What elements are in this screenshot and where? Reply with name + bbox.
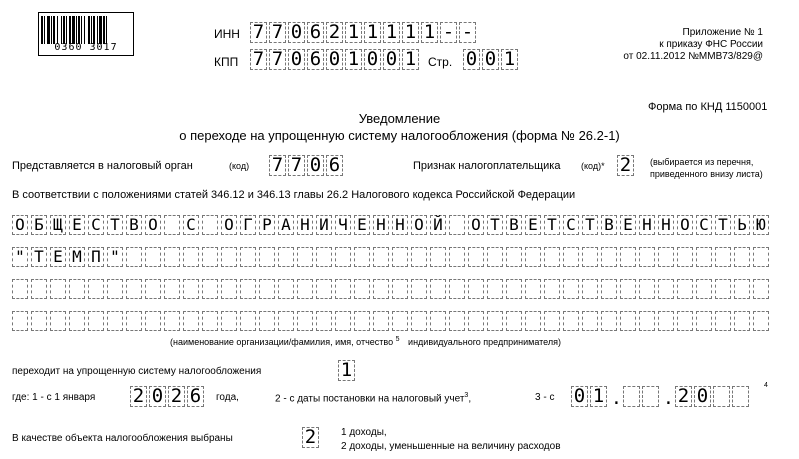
char-cell[interactable]: 1: [402, 49, 419, 70]
char-cell[interactable]: [563, 247, 579, 267]
barcode-bar: [51, 16, 52, 44]
char-cell[interactable]: [468, 247, 484, 267]
tax-authority-label: Представляется в налоговый орган: [12, 160, 193, 172]
char-cell[interactable]: П: [88, 247, 104, 267]
char-cell[interactable]: 7: [269, 49, 286, 70]
barcode-bar: [78, 16, 80, 44]
char-cell[interactable]: [164, 279, 180, 299]
year-suffix-field[interactable]: [713, 386, 751, 407]
char-cell[interactable]: [449, 311, 465, 331]
char-cell[interactable]: Н: [639, 215, 655, 235]
barcode-bar: [103, 16, 105, 44]
char-cell[interactable]: [145, 311, 161, 331]
char-cell[interactable]: О: [677, 215, 693, 235]
char-cell[interactable]: 1: [421, 22, 438, 43]
char-cell[interactable]: [259, 247, 275, 267]
char-cell[interactable]: [601, 279, 617, 299]
char-cell[interactable]: [639, 247, 655, 267]
char-cell[interactable]: [713, 386, 730, 407]
char-cell[interactable]: [525, 311, 541, 331]
char-cell[interactable]: О: [468, 215, 484, 235]
appendix-line1: Приложение № 1: [682, 27, 763, 38]
char-cell[interactable]: [563, 311, 579, 331]
barcode-bar: [66, 16, 67, 44]
char-cell[interactable]: [335, 279, 351, 299]
char-cell[interactable]: Е: [69, 215, 85, 235]
kpp-label: КПП: [214, 55, 239, 69]
barcode-bar: [99, 16, 102, 44]
char-cell[interactable]: ": [107, 247, 123, 267]
char-cell[interactable]: [411, 311, 427, 331]
char-cell[interactable]: [677, 279, 693, 299]
char-cell[interactable]: [278, 279, 294, 299]
char-cell[interactable]: [354, 247, 370, 267]
char-cell[interactable]: [525, 247, 541, 267]
taxpayer-sign-field[interactable]: [617, 155, 636, 176]
char-cell[interactable]: Б: [31, 215, 47, 235]
char-cell[interactable]: [373, 311, 389, 331]
char-cell[interactable]: [373, 247, 389, 267]
object-field[interactable]: [302, 427, 321, 448]
char-cell[interactable]: 1: [364, 22, 381, 43]
object-option2: 2 доходы, уменьшенные на величину расходов: [341, 441, 561, 452]
char-cell[interactable]: [12, 311, 28, 331]
char-cell[interactable]: Ч: [335, 215, 351, 235]
char-cell[interactable]: 1: [345, 22, 362, 43]
char-cell[interactable]: 0: [463, 49, 480, 70]
org-name-caption-text: (наименование организации/фамилия, имя, отчество: [170, 337, 394, 347]
char-cell[interactable]: [734, 247, 750, 267]
char-cell[interactable]: 6: [307, 49, 324, 70]
barcode-bar: [63, 16, 65, 44]
char-cell[interactable]: В: [126, 215, 142, 235]
inn-label: ИНН: [214, 27, 240, 41]
char-cell[interactable]: [221, 247, 237, 267]
char-cell[interactable]: С: [563, 215, 579, 235]
char-cell[interactable]: [715, 311, 731, 331]
char-cell[interactable]: [202, 279, 218, 299]
inn-field[interactable]: [250, 22, 478, 43]
barcode-bar: [81, 16, 82, 44]
barcode-bar: [69, 16, 71, 44]
barcode-bar: [84, 16, 85, 44]
object-option1: 1 доходы,: [341, 427, 387, 438]
legal-basis: В соответствии с положениями статей 346.12 и 346.13 главы 26.2 Налогового кодекса Российской Федерации: [12, 189, 576, 201]
char-cell[interactable]: О: [411, 215, 427, 235]
object-options: [341, 426, 561, 454]
char-cell[interactable]: [544, 247, 560, 267]
char-cell[interactable]: [582, 311, 598, 331]
org-name-row-3[interactable]: [12, 279, 772, 299]
char-cell[interactable]: [449, 215, 465, 235]
char-cell[interactable]: [183, 311, 199, 331]
char-cell[interactable]: 0: [288, 49, 305, 70]
char-cell[interactable]: [753, 311, 769, 331]
taxpayer-sign-code-label: (код)*: [581, 161, 605, 171]
when-option2-end: ,: [468, 393, 472, 405]
char-cell[interactable]: 1: [338, 360, 355, 381]
char-cell[interactable]: [487, 279, 503, 299]
char-cell[interactable]: [715, 279, 731, 299]
char-cell[interactable]: 7: [288, 155, 305, 176]
char-cell[interactable]: Е: [50, 247, 66, 267]
char-cell[interactable]: [430, 247, 446, 267]
char-cell[interactable]: Щ: [50, 215, 66, 235]
char-cell[interactable]: [715, 247, 731, 267]
char-cell[interactable]: [468, 279, 484, 299]
char-cell[interactable]: [107, 311, 123, 331]
char-cell[interactable]: -: [459, 22, 476, 43]
appendix-line2: к приказу ФНС России: [659, 39, 763, 50]
char-cell[interactable]: 0: [571, 386, 588, 407]
char-cell[interactable]: [31, 279, 47, 299]
char-cell[interactable]: [658, 247, 674, 267]
char-cell[interactable]: [623, 386, 640, 407]
char-cell[interactable]: [525, 279, 541, 299]
char-cell[interactable]: [297, 247, 313, 267]
char-cell[interactable]: 1: [590, 386, 607, 407]
appendix-line3: от 02.11.2012 №ММВ73/829@: [623, 51, 763, 62]
when-option2-label: [275, 392, 471, 404]
char-cell[interactable]: [620, 247, 636, 267]
char-cell[interactable]: [487, 311, 503, 331]
org-name-caption-sup: 5: [395, 336, 400, 343]
char-cell[interactable]: [259, 279, 275, 299]
barcode-bar: [88, 16, 90, 44]
day-field[interactable]: [571, 386, 609, 407]
char-cell[interactable]: 6: [326, 155, 343, 176]
char-cell[interactable]: [696, 279, 712, 299]
char-cell[interactable]: [202, 247, 218, 267]
when-option2-sup: 3: [464, 392, 469, 399]
barcode-bar: [44, 16, 45, 44]
tax-authority-code-label: (код): [229, 161, 250, 171]
form-code: Форма по КНД 1150001: [648, 101, 768, 113]
char-cell[interactable]: [468, 311, 484, 331]
char-cell[interactable]: И: [316, 215, 332, 235]
char-cell[interactable]: [354, 311, 370, 331]
char-cell[interactable]: 6: [307, 22, 324, 43]
char-cell[interactable]: 7: [250, 22, 267, 43]
char-cell[interactable]: Н: [373, 215, 389, 235]
char-cell[interactable]: [506, 311, 522, 331]
char-cell[interactable]: ": [12, 247, 28, 267]
char-cell[interactable]: [392, 247, 408, 267]
char-cell[interactable]: [335, 311, 351, 331]
org-name-row-2[interactable]: [12, 247, 772, 267]
char-cell[interactable]: М: [69, 247, 85, 267]
char-cell[interactable]: [164, 311, 180, 331]
char-cell[interactable]: [50, 279, 66, 299]
char-cell[interactable]: [240, 279, 256, 299]
char-cell[interactable]: [430, 311, 446, 331]
title-line2: о переходе на упрощенную систему налогообложения (форма № 26.2-1): [179, 128, 620, 143]
page-number-field[interactable]: [463, 49, 520, 70]
char-cell[interactable]: 2: [168, 386, 185, 407]
char-cell[interactable]: [126, 247, 142, 267]
char-cell[interactable]: [373, 279, 389, 299]
char-cell[interactable]: Н: [658, 215, 674, 235]
char-cell[interactable]: [753, 247, 769, 267]
char-cell[interactable]: [12, 279, 28, 299]
char-cell[interactable]: О: [221, 215, 237, 235]
char-cell[interactable]: Е: [354, 215, 370, 235]
when-sup4: 4: [764, 382, 768, 389]
char-cell[interactable]: Т: [582, 215, 598, 235]
char-cell[interactable]: [107, 279, 123, 299]
char-cell[interactable]: [601, 311, 617, 331]
char-cell[interactable]: [430, 279, 446, 299]
char-cell[interactable]: А: [278, 215, 294, 235]
char-cell[interactable]: 0: [288, 22, 305, 43]
org-name-caption: [170, 336, 561, 347]
char-cell[interactable]: [449, 247, 465, 267]
char-cell[interactable]: [183, 279, 199, 299]
date-separator-1: .: [611, 388, 622, 409]
char-cell[interactable]: Т: [544, 215, 560, 235]
char-cell[interactable]: [639, 279, 655, 299]
char-cell[interactable]: 0: [364, 49, 381, 70]
char-cell[interactable]: [297, 311, 313, 331]
char-cell[interactable]: [411, 247, 427, 267]
char-cell[interactable]: [392, 311, 408, 331]
taxpayer-sign-note: [650, 156, 763, 180]
char-cell[interactable]: [278, 247, 294, 267]
char-cell[interactable]: [544, 311, 560, 331]
char-cell[interactable]: 1: [501, 49, 518, 70]
char-cell[interactable]: [354, 279, 370, 299]
char-cell[interactable]: 0: [149, 386, 166, 407]
char-cell[interactable]: [392, 279, 408, 299]
char-cell[interactable]: 7: [269, 155, 286, 176]
barcode-bar: [106, 16, 107, 44]
taxpayer-sign-note-line2: приведенного внизу листа): [650, 169, 763, 179]
char-cell[interactable]: [88, 311, 104, 331]
year-prefix-field[interactable]: [675, 386, 713, 407]
char-cell[interactable]: Е: [620, 215, 636, 235]
char-cell[interactable]: С: [183, 215, 199, 235]
char-cell[interactable]: [449, 279, 465, 299]
char-cell[interactable]: [202, 311, 218, 331]
char-cell[interactable]: Н: [297, 215, 313, 235]
org-name-row-4[interactable]: [12, 311, 772, 331]
char-cell[interactable]: 2: [326, 22, 343, 43]
title-line1: Уведомление: [358, 111, 441, 126]
char-cell[interactable]: [278, 311, 294, 331]
char-cell[interactable]: О: [12, 215, 28, 235]
barcode-bar: [72, 16, 75, 44]
char-cell[interactable]: 7: [250, 49, 267, 70]
year-field[interactable]: [130, 386, 206, 407]
char-cell[interactable]: [240, 247, 256, 267]
char-cell[interactable]: 2: [675, 386, 692, 407]
char-cell[interactable]: С: [88, 215, 104, 235]
char-cell[interactable]: [506, 279, 522, 299]
barcode: [38, 12, 134, 56]
char-cell[interactable]: В: [506, 215, 522, 235]
char-cell[interactable]: [221, 311, 237, 331]
char-cell[interactable]: Р: [259, 215, 275, 235]
char-cell[interactable]: [316, 311, 332, 331]
char-cell[interactable]: [677, 311, 693, 331]
char-cell[interactable]: [164, 215, 180, 235]
transition-label: переходит на упрощенную систему налогообложения: [12, 366, 262, 377]
barcode-bar: [41, 16, 43, 44]
char-cell[interactable]: [145, 279, 161, 299]
char-cell[interactable]: [753, 279, 769, 299]
char-cell[interactable]: [240, 311, 256, 331]
org-name-caption-end: индивидуального предпринимателя): [408, 337, 561, 347]
barcode-bars: [41, 16, 131, 44]
barcode-bar: [76, 16, 77, 44]
char-cell[interactable]: 1: [402, 22, 419, 43]
char-cell[interactable]: [563, 279, 579, 299]
char-cell[interactable]: [88, 279, 104, 299]
barcode-number: 0360 3017: [54, 42, 118, 53]
barcode-bar: [47, 16, 50, 44]
kpp-field[interactable]: [250, 49, 421, 70]
char-cell[interactable]: 2: [617, 155, 634, 176]
char-cell[interactable]: [145, 247, 161, 267]
barcode-bar: [61, 16, 62, 44]
char-cell[interactable]: 0: [326, 49, 343, 70]
char-cell[interactable]: [582, 247, 598, 267]
object-label: В качестве объекта налогообложения выбраны: [12, 433, 233, 444]
char-cell[interactable]: 2: [302, 427, 319, 448]
char-cell[interactable]: Т: [487, 215, 503, 235]
char-cell[interactable]: [620, 279, 636, 299]
char-cell[interactable]: [69, 311, 85, 331]
char-cell[interactable]: [126, 279, 142, 299]
char-cell[interactable]: -: [440, 22, 457, 43]
char-cell[interactable]: Н: [392, 215, 408, 235]
char-cell[interactable]: Ю: [753, 215, 769, 235]
char-cell[interactable]: [50, 311, 66, 331]
year-suffix: года,: [216, 392, 239, 403]
char-cell[interactable]: [642, 386, 659, 407]
char-cell[interactable]: 1: [383, 22, 400, 43]
char-cell[interactable]: [734, 311, 750, 331]
char-cell[interactable]: [677, 247, 693, 267]
char-cell[interactable]: Г: [240, 215, 256, 235]
char-cell[interactable]: [202, 215, 218, 235]
char-cell[interactable]: В: [601, 215, 617, 235]
char-cell[interactable]: Т: [31, 247, 47, 267]
char-cell[interactable]: [601, 247, 617, 267]
appendix-note: [623, 27, 763, 62]
char-cell[interactable]: [732, 386, 749, 407]
char-cell[interactable]: [259, 311, 275, 331]
date-separator-2: .: [663, 388, 674, 409]
char-cell[interactable]: [734, 279, 750, 299]
char-cell[interactable]: [297, 279, 313, 299]
char-cell[interactable]: 0: [307, 155, 324, 176]
char-cell[interactable]: [316, 247, 332, 267]
barcode-bar: [57, 16, 58, 44]
char-cell[interactable]: [164, 247, 180, 267]
char-cell[interactable]: [696, 247, 712, 267]
char-cell[interactable]: [221, 279, 237, 299]
char-cell[interactable]: Й: [430, 215, 446, 235]
char-cell[interactable]: 6: [187, 386, 204, 407]
char-cell[interactable]: [639, 311, 655, 331]
barcode-bar: [91, 16, 92, 44]
char-cell[interactable]: 0: [482, 49, 499, 70]
taxpayer-sign-note-line1: (выбирается из перечня,: [650, 157, 754, 167]
when-option3-label: 3 - с: [535, 392, 555, 403]
char-cell[interactable]: Т: [715, 215, 731, 235]
char-cell[interactable]: 1: [345, 49, 362, 70]
char-cell[interactable]: 2: [130, 386, 147, 407]
page-label: Стр.: [428, 55, 453, 69]
char-cell[interactable]: [69, 279, 85, 299]
char-cell[interactable]: [506, 247, 522, 267]
char-cell[interactable]: С: [696, 215, 712, 235]
char-cell[interactable]: [487, 247, 503, 267]
taxpayer-sign-label: Признак налогоплательщика: [413, 160, 561, 172]
barcode-bar: [53, 16, 55, 44]
org-name-row-1[interactable]: [12, 215, 772, 235]
char-cell[interactable]: [582, 279, 598, 299]
char-cell[interactable]: Ь: [734, 215, 750, 235]
when-option2-text: 2 - с даты постановки на налоговый учет: [275, 393, 465, 405]
transition-field[interactable]: [338, 360, 357, 381]
char-cell[interactable]: Е: [525, 215, 541, 235]
char-cell[interactable]: [316, 279, 332, 299]
char-cell[interactable]: [335, 247, 351, 267]
barcode-bar: [93, 16, 95, 44]
barcode-bar: [97, 16, 98, 44]
char-cell[interactable]: 0: [383, 49, 400, 70]
char-cell[interactable]: [620, 311, 636, 331]
char-cell[interactable]: [544, 279, 560, 299]
char-cell[interactable]: 7: [269, 22, 286, 43]
char-cell[interactable]: [696, 311, 712, 331]
month-field[interactable]: [623, 386, 661, 407]
char-cell[interactable]: [658, 279, 674, 299]
char-cell[interactable]: Т: [107, 215, 123, 235]
char-cell[interactable]: [183, 247, 199, 267]
char-cell[interactable]: [411, 279, 427, 299]
when-option1-label: где: 1 - с 1 января: [12, 392, 96, 403]
char-cell[interactable]: [31, 311, 47, 331]
char-cell[interactable]: [658, 311, 674, 331]
char-cell[interactable]: [126, 311, 142, 331]
tax-authority-code-field[interactable]: [269, 155, 345, 176]
char-cell[interactable]: О: [145, 215, 161, 235]
char-cell[interactable]: 0: [694, 386, 711, 407]
